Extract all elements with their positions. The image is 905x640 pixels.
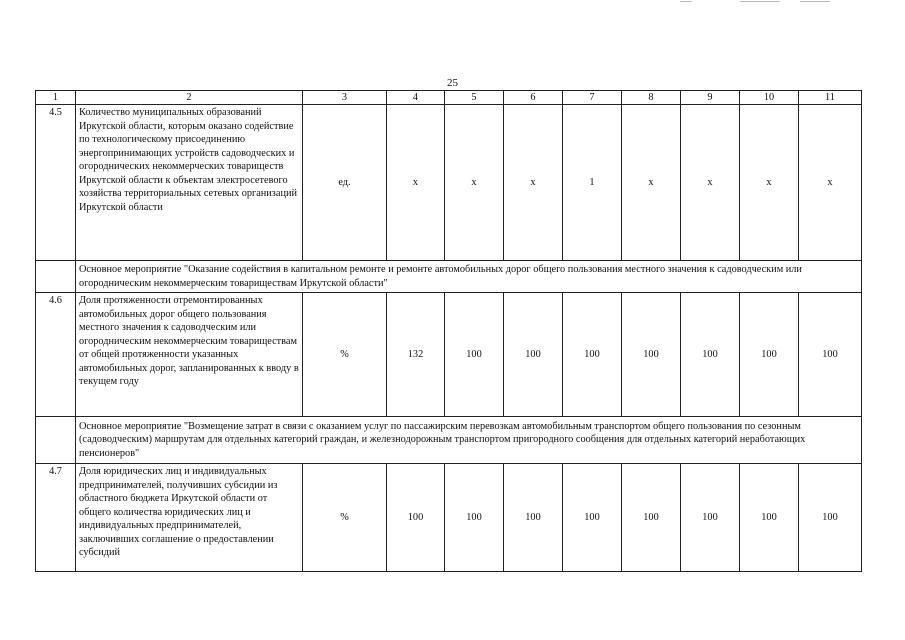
indicator-value: x <box>740 105 799 261</box>
page-number: 25 <box>447 77 458 89</box>
measure-text: Основное мероприятие "Оказание содействия в капитальном ремонте и ремонте автомобильных дорог общего пользования местного значения к садоводческим или огородническим некоммерческим товариществам Иркутской области" <box>76 261 862 293</box>
indicator-description: Доля юридических лиц и индивидуальных предпринимателей, получивших субсидии из областного бюджета Иркутской области от общего количества юридических лиц и индивидуальных предпринимателей, заключивших соглашение о предоставлении субсидий <box>76 464 303 572</box>
col-number: 3 <box>303 91 387 105</box>
indicator-value: 100 <box>563 293 622 417</box>
indicator-row <box>36 293 862 417</box>
indicator-number: 4.7 <box>36 464 76 572</box>
scan-artifact <box>680 1 692 2</box>
indicators-table <box>35 90 862 572</box>
indicator-description: Доля протяженности отремонтированных автомобильных дорог общего пользования местного значения к садоводческим или огородническим некоммерческим товариществам от общей протяженности указанных автомобильных дорог, запланированных к вводу в текущем году <box>76 293 303 417</box>
indicator-value: 100 <box>799 293 862 417</box>
indicator-value: 100 <box>445 464 504 572</box>
measure-row <box>36 417 862 464</box>
col-number: 10 <box>740 91 799 105</box>
indicator-number: 4.5 <box>36 105 76 261</box>
indicator-row <box>36 105 862 261</box>
col-number: 7 <box>563 91 622 105</box>
indicator-value: 132 <box>387 293 445 417</box>
measure-row <box>36 261 862 293</box>
indicator-value: 100 <box>445 293 504 417</box>
indicator-value: 100 <box>504 464 563 572</box>
indicator-value: 100 <box>504 293 563 417</box>
col-number: 1 <box>36 91 76 105</box>
measure-number-cell <box>36 261 76 293</box>
indicator-number: 4.6 <box>36 293 76 417</box>
indicator-value: 100 <box>740 464 799 572</box>
indicator-value: 1 <box>563 105 622 261</box>
col-number: 5 <box>445 91 504 105</box>
col-number: 11 <box>799 91 862 105</box>
indicator-unit: % <box>303 293 387 417</box>
indicator-value: x <box>622 105 681 261</box>
indicator-value: 100 <box>387 464 445 572</box>
indicator-value: x <box>799 105 862 261</box>
indicator-value: 100 <box>622 464 681 572</box>
indicator-row <box>36 464 862 572</box>
indicator-unit: ед. <box>303 105 387 261</box>
indicator-value: x <box>681 105 740 261</box>
scan-artifact <box>740 1 780 2</box>
column-number-row <box>36 91 862 105</box>
col-number: 9 <box>681 91 740 105</box>
indicator-value: 100 <box>622 293 681 417</box>
col-number: 4 <box>387 91 445 105</box>
indicator-value: x <box>387 105 445 261</box>
indicator-value: x <box>504 105 563 261</box>
indicator-value: 100 <box>681 464 740 572</box>
measure-text: Основное мероприятие "Возмещение затрат в связи с оказанием услуг по пассажирским перевозкам автомобильным транспортом общего пользования по сезонным (садоводческим) маршрутам для отдельных категорий граждан, и железнодорожным транспортом пригородного сообщения для отдельных категорий неработающих пенсионеров" <box>76 417 862 464</box>
scan-artifact <box>800 1 830 2</box>
indicator-value: 100 <box>563 464 622 572</box>
indicator-value: 100 <box>681 293 740 417</box>
indicator-value: 100 <box>740 293 799 417</box>
indicator-description: Количество муниципальных образований Иркутской области, которым оказано содействие по технологическому присоединению энергопринимающих устройств садоводческих и огороднических некоммерческих товариществ Иркутской области к объектам электросетевого хозяйства территориальных сетевых организаций Иркутской области <box>76 105 303 261</box>
col-number: 8 <box>622 91 681 105</box>
measure-number-cell <box>36 417 76 464</box>
col-number: 6 <box>504 91 563 105</box>
col-number: 2 <box>76 91 303 105</box>
indicator-value: x <box>445 105 504 261</box>
indicator-unit: % <box>303 464 387 572</box>
indicator-value: 100 <box>799 464 862 572</box>
